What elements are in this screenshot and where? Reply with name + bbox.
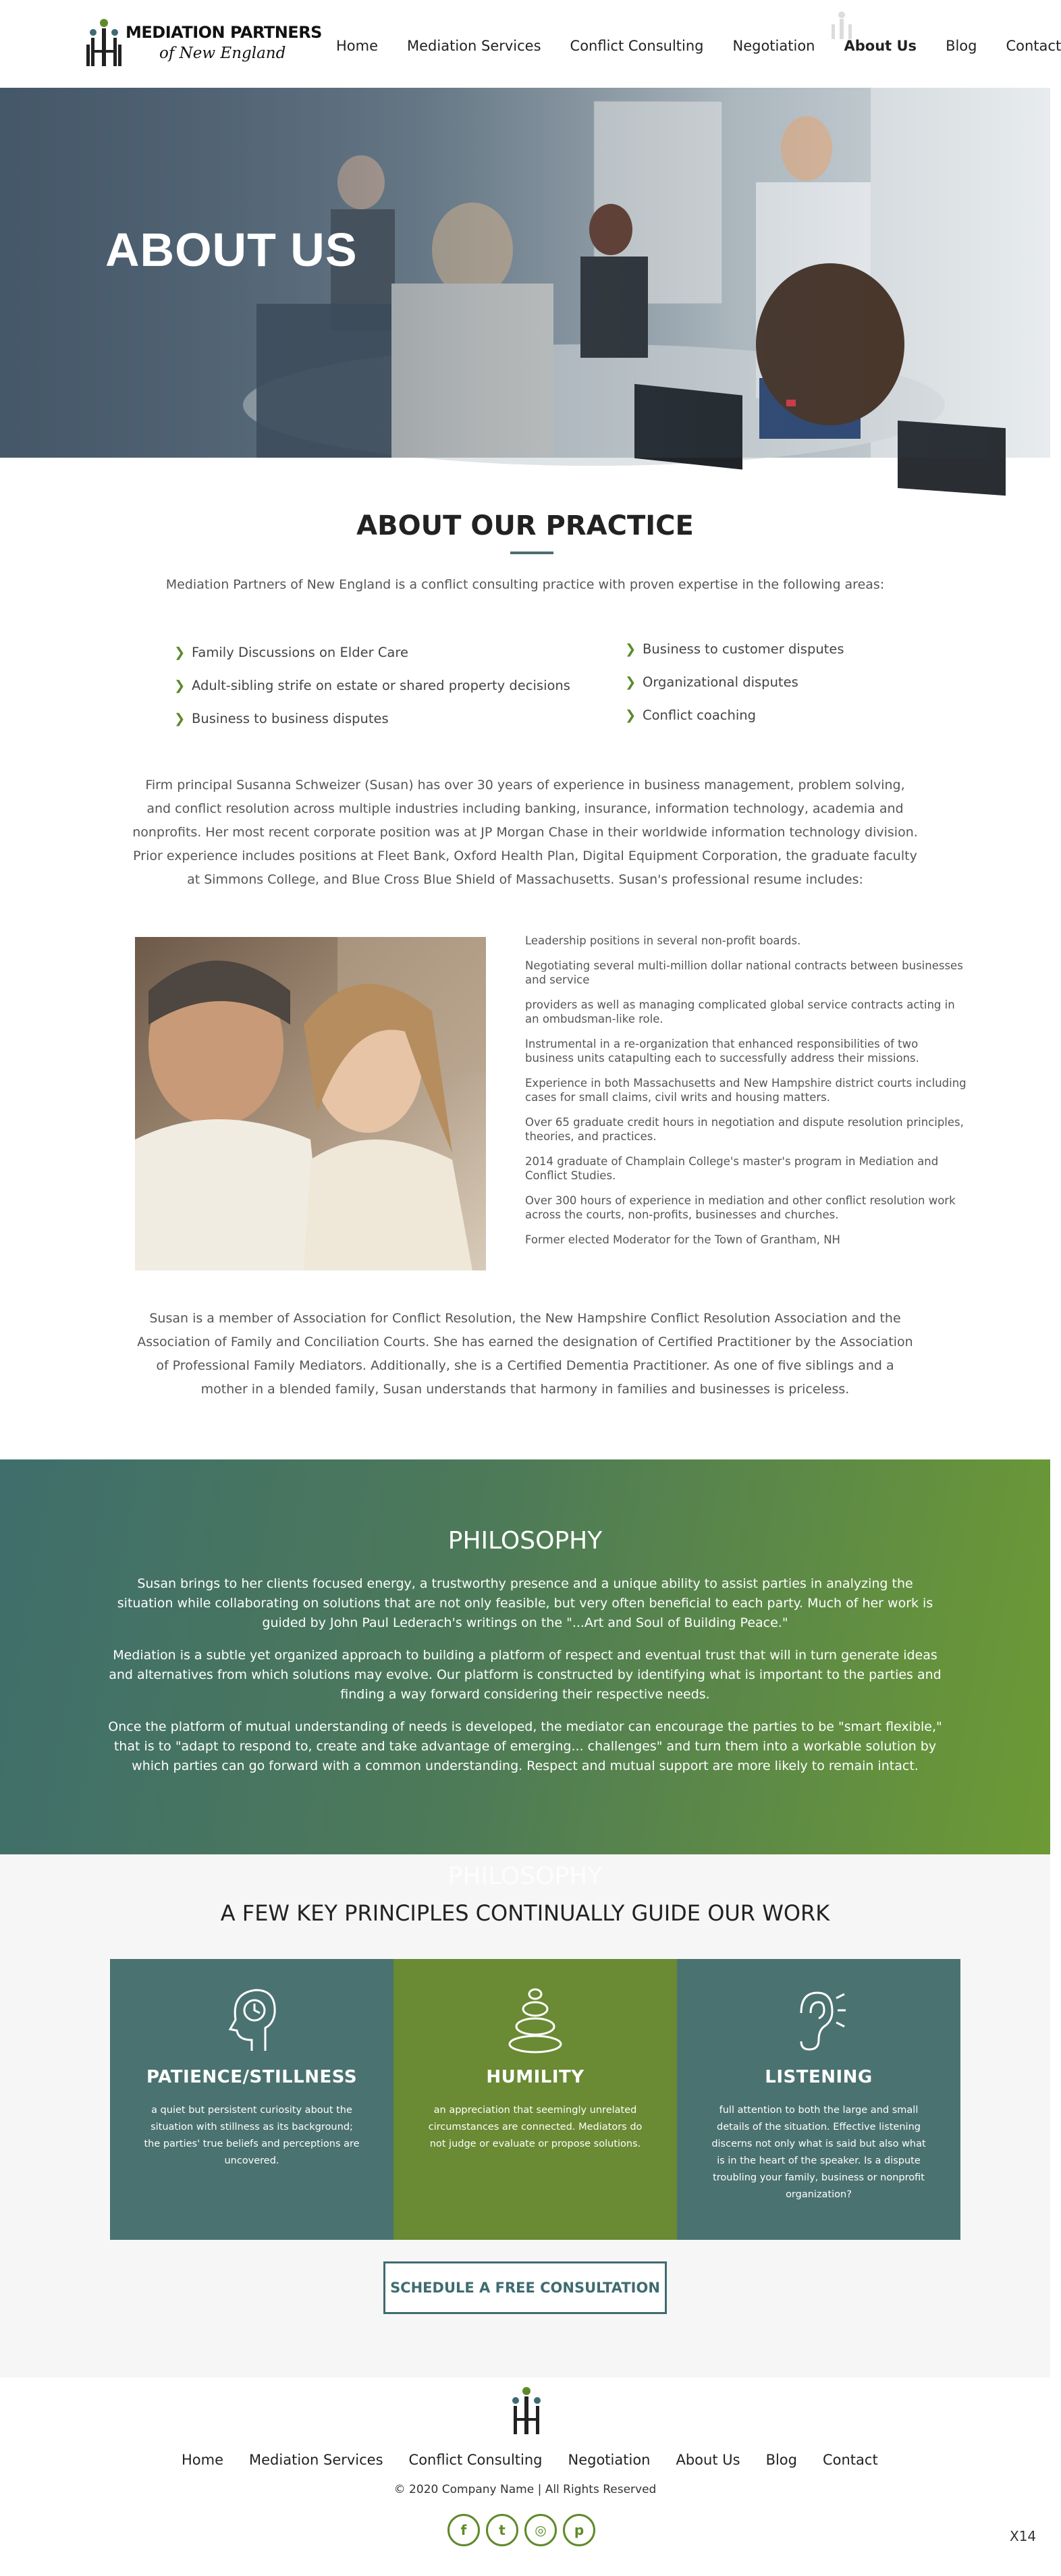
nav-negotiation[interactable]: Negotiation	[732, 38, 815, 54]
footer-nav	[182, 2452, 878, 2468]
resume-item: Experience in both Massachusetts and New Hampshire district courts including cases for small claims, civil writs and housing matters.	[525, 1077, 967, 1104]
nav-mediation-services[interactable]: Mediation Services	[407, 38, 541, 54]
principle-title: LISTENING	[765, 2067, 873, 2087]
logo-subtitle: of New England	[159, 45, 286, 62]
resume-item: 2014 graduate of Champlain College's master's program in Mediation and Conflict Studies.	[525, 1155, 939, 1182]
area-item-right-1: ❯ Business to customer disputes	[625, 641, 844, 657]
principle-title: HUMILITY	[486, 2067, 584, 2087]
philosophy-section	[0, 1459, 1050, 1854]
philosophy-paragraph-1: Susan brings to her clients focused energy, a trustworthy presence and a unique ability to assist parties in analyzing the situation while collaborating on solutions that are not only feasible, but very often beneficial to each party. Much of her work is guided by John Paul Lederach's writings on the "...Art and Soul of Building Peace."	[117, 1576, 933, 1630]
nav-conflict-consulting[interactable]: Conflict Consulting	[570, 38, 704, 54]
area-item-left-3: ❯ Business to business disputes	[174, 711, 389, 726]
footer-nav-home[interactable]: Home	[182, 2452, 224, 2468]
footer-nav-about-us[interactable]: About Us	[676, 2452, 740, 2468]
resume-item: Leadership positions in several non-profit boards.	[525, 934, 801, 947]
resume-item: providers as well as managing complicated global service contracts acting in an ombudsman-like role.	[525, 998, 955, 1025]
closing-paragraph: Susan is a member of Association for Conflict Resolution, the New Hampshire Conflict Resolution Association and the Association of Family and Conciliation Courts. She has earned the designation of Certified Practitioner by the Association of Professional Family Mediators. Additionally, she is a Certified Dementia Practitioner. As one of five siblings and a mother in a blended family, Susan understands that harmony in families and businesses is priceless.	[137, 1311, 913, 1397]
footer-nav-negotiation[interactable]: Negotiation	[568, 2452, 651, 2468]
site-header	[0, 0, 1061, 88]
principle-text: full attention to both the large and small details of the situation. Effective listening discerns not only what is said but also what is in the heart of the speaker. Is a dispute troubling your family, business or nonprofit organization?	[711, 2105, 926, 2200]
footer-nav-conflict-consulting[interactable]: Conflict Consulting	[408, 2452, 543, 2468]
footer-nav-mediation-services[interactable]: Mediation Services	[249, 2452, 383, 2468]
chevron-right-icon: ❯	[174, 678, 186, 693]
footer-logo-icon[interactable]	[506, 2386, 547, 2434]
nav-home[interactable]: Home	[336, 38, 379, 54]
logo-title: MEDIATION PARTNERS	[126, 23, 322, 42]
chevron-right-icon: ❯	[174, 645, 186, 660]
bio-paragraph: Firm principal Susanna Schweizer (Susan) has over 30 years of experience in business management, problem solving, and conflict resolution across multiple industries including banking, insurance, information technology, academia and nonprofits. Her most recent corporate position was at JP Morgan Chase in their worldwide information technology division. Prior experience includes positions at Fleet Bank, Oxford Health Plan, Digital Equipment Corporation, the graduate faculty at Simmons College, and Blue Cross Blue Shield of Massachusetts. Susan's professional resume includes:	[132, 778, 918, 887]
area-item-right-3: ❯ Conflict coaching	[625, 707, 757, 723]
philosophy-ghost-heading: PHILOSOPHY	[447, 1862, 603, 1890]
philosophy-paragraph-2: Mediation is a subtle yet organized approach to building a platform of respect and eventual trust that will in turn generate ideas and alternatives from which solutions may evolve. Our platform is constructed by identifying what is important to the parties and finding a way forward considering their respective needs.	[109, 1648, 942, 1702]
nav-about-us[interactable]: About Us	[844, 38, 917, 54]
main-nav	[336, 38, 1061, 54]
footer-nav-contact[interactable]: Contact	[822, 2452, 878, 2468]
title-underline	[510, 552, 553, 554]
pinterest-icon[interactable]: p	[563, 2514, 595, 2546]
instagram-icon[interactable]: ◎	[524, 2514, 557, 2546]
chevron-right-icon: ❯	[174, 711, 186, 726]
stacked-stones-icon	[508, 1986, 562, 2054]
nav-contact[interactable]: Contact	[1006, 38, 1061, 54]
principle-card-listening	[677, 1959, 960, 2240]
resume-item: Former elected Moderator for the Town of Grantham, NH	[525, 1233, 840, 1246]
corner-badge: X14	[1010, 2528, 1037, 2544]
philosophy-title: PHILOSOPHY	[447, 1527, 603, 1555]
area-item-left-1: ❯ Family Discussions on Elder Care	[174, 645, 408, 660]
facebook-icon[interactable]: f	[447, 2514, 480, 2546]
hero-title: ABOUT US	[105, 223, 358, 276]
chevron-right-icon: ❯	[625, 641, 636, 657]
principle-title: PATIENCE/STILLNESS	[146, 2067, 358, 2087]
area-item-left-2: ❯ Adult-sibling strife on estate or shared property decisions	[174, 678, 570, 693]
hero-banner	[0, 88, 1050, 458]
resume-item: Instrumental in a re-organization that enhanced responsibilities of two business units catapulting each to successfully address their missions.	[525, 1038, 919, 1065]
ear-icon	[792, 1986, 846, 2054]
area-item-right-2: ❯ Organizational disputes	[625, 674, 798, 690]
chevron-right-icon: ❯	[625, 707, 636, 723]
twitter-icon[interactable]: t	[486, 2514, 518, 2546]
couple-photo	[135, 937, 486, 1270]
principle-text: a quiet but persistent curiosity about the situation with stillness as its background; the parties' true beliefs and perceptions are uncovered.	[144, 2105, 360, 2166]
resume-item: Over 300 hours of experience in mediation and other conflict resolution work across the courts, non-profits, businesses and churches.	[525, 1194, 956, 1221]
nav-active-mark-icon	[825, 11, 859, 41]
site-logo[interactable]	[85, 16, 322, 70]
chevron-right-icon: ❯	[625, 674, 636, 690]
nav-blog[interactable]: Blog	[946, 38, 977, 54]
schedule-consultation-button[interactable]: SCHEDULE A FREE CONSULTATION	[383, 2261, 667, 2314]
principle-card-humility	[393, 1959, 677, 2240]
practice-title: ABOUT OUR PRACTICE	[356, 510, 694, 541]
logo-mark-icon	[85, 18, 123, 66]
resume-item: Over 65 graduate credit hours in negotiation and dispute resolution principles, theories, and practices.	[525, 1116, 964, 1143]
resume-list	[525, 934, 968, 1258]
footer-nav-blog[interactable]: Blog	[765, 2452, 797, 2468]
copyright-text: © 2020 Company Name | All Rights Reserved	[393, 2483, 657, 2496]
philosophy-paragraph-3: Once the platform of mutual understanding of needs is developed, the mediator can encourage the parties to be "smart flexible," that is to "adapt to respond to, create and take advantage of emerging... challenges" and turn them into a workable solution by which parties can go forward with a common understanding. Respect and mutual support are more likely to remain intact.	[108, 1719, 942, 1773]
principles-title: A FEW KEY PRINCIPLES CONTINUALLY GUIDE OUR WORK	[220, 1900, 830, 1926]
head-clock-icon	[225, 1986, 279, 2054]
practice-intro: Mediation Partners of New England is a conflict consulting practice with proven expertise in the following areas:	[165, 577, 885, 592]
resume-item: Negotiating several multi-million dollar national contracts between businesses and service	[525, 959, 963, 986]
principle-card-patience	[110, 1959, 393, 2240]
principle-text: an appreciation that seemingly unrelated circumstances are connected. Mediators do not judge or evaluate or propose solutions.	[428, 2105, 643, 2149]
